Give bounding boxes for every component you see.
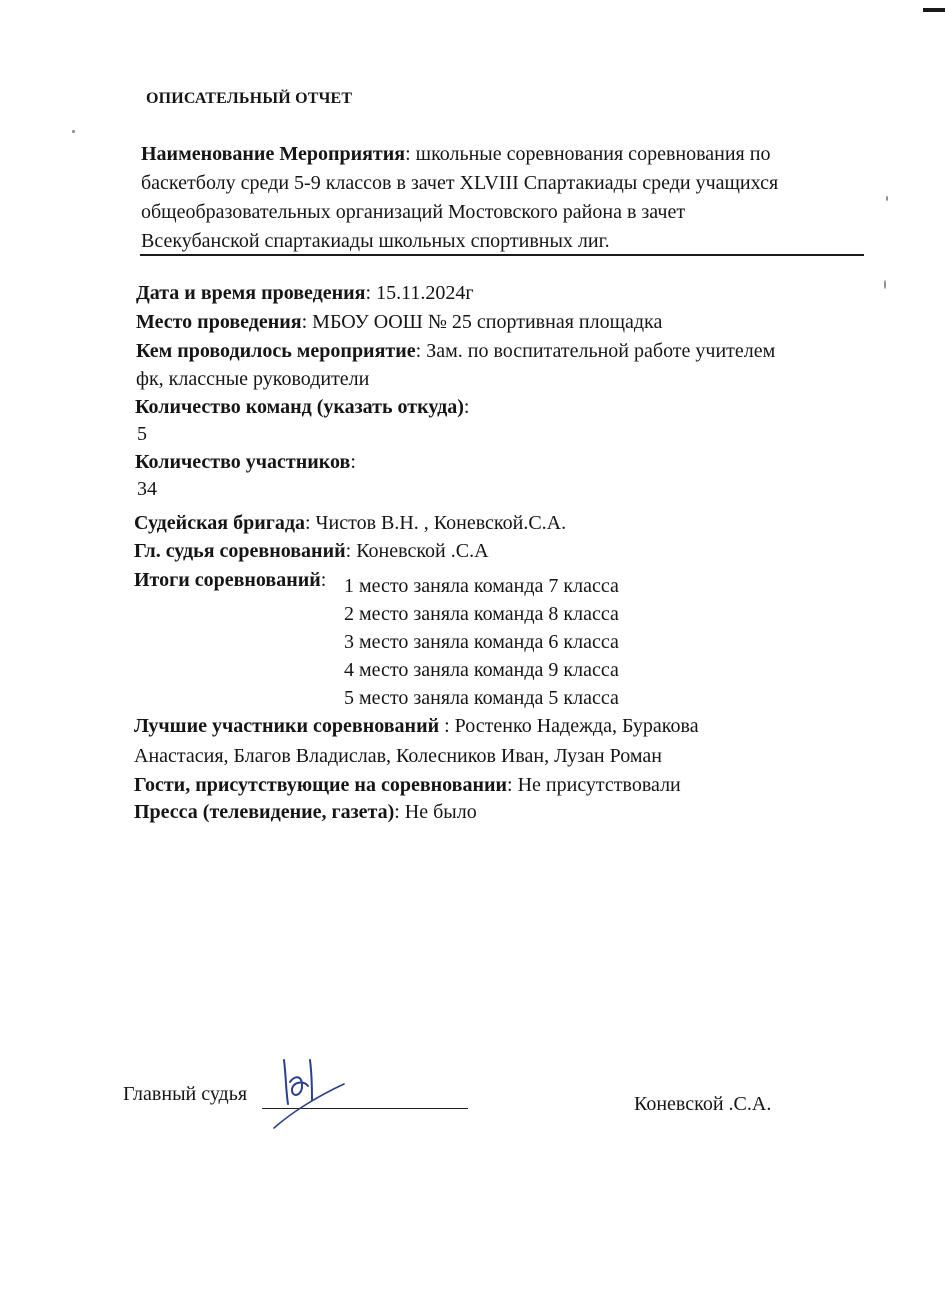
event-name: [141, 140, 841, 256]
chief-judge-value: : Коневской .С.А: [345, 540, 489, 562]
teams-suffix: :: [463, 396, 470, 418]
result-place-2: 2 место заняла команда 8 класса: [344, 603, 619, 625]
best-participants-label: Лучшие участники соревнований: [134, 715, 440, 737]
organizer-row: [136, 340, 775, 363]
results-label: Итоги соревнований: [134, 569, 321, 591]
judges-label: Судейская бригада: [134, 512, 305, 534]
place-row: [136, 311, 662, 334]
handwritten-signature: [262, 1052, 352, 1132]
result-place-5: 5 место заняла команда 5 класса: [344, 687, 619, 709]
guests-row: [134, 774, 681, 797]
result-place-1: 1 место заняла команда 7 класса: [344, 575, 619, 597]
participants-value: 34: [137, 478, 157, 500]
section-divider: [140, 254, 864, 256]
scan-speck: [72, 130, 75, 133]
teams-label: Количество команд (указать откуда): [135, 396, 464, 418]
press-value: : Не было: [394, 801, 477, 823]
press-row: [134, 801, 477, 824]
place-value: : МБОУ ООШ № 25 спортивная площадка: [301, 311, 663, 333]
event-line-1: : школьные соревнования соревнования по: [405, 143, 771, 165]
scan-speck: [886, 196, 888, 201]
guests-value: : Не присутствовали: [507, 774, 681, 796]
organizer-value-line-2: фк, классные руководители: [136, 368, 370, 390]
event-line-4: Всекубанской спартакиады школьных спортивных лиг.: [141, 230, 610, 252]
organizer-label: Кем проводилось мероприятие: [136, 340, 416, 362]
event-line-3: общеобразовательных организаций Мостовского района в зачет: [141, 201, 686, 223]
chief-judge-label: Гл. судья соревнований: [134, 540, 346, 562]
participants-label: Количество участников: [135, 451, 351, 473]
signature-label: Главный судья: [123, 1083, 248, 1105]
teams-row: [135, 396, 469, 419]
teams-value: 5: [137, 423, 147, 445]
event-line-2: баскетболу среди 5-9 классов в зачет XLVIII Спартакиады среди учащихся: [141, 172, 779, 194]
press-label: Пресса (телевидение, газета): [134, 801, 395, 823]
participants-row: [135, 451, 356, 474]
date-row: [136, 282, 474, 305]
place-label: Место проведения: [136, 311, 302, 333]
date-value: : 15.11.2024г: [365, 282, 474, 304]
document-title: ОПИСАТЕЛЬНЫЙ ОТЧЕТ: [146, 90, 353, 107]
result-place-3: 3 место заняла команда 6 класса: [344, 631, 619, 653]
chief-judge-row: [134, 540, 489, 563]
results-heading: [134, 569, 326, 592]
date-label: Дата и время проведения: [136, 282, 366, 304]
event-label: Наименование Мероприятия: [141, 143, 406, 165]
result-place-4: 4 место заняла команда 9 класса: [344, 659, 619, 681]
best-participants-line-2: Анастасия, Благов Владислав, Колесников Иван, Лузан Роман: [134, 745, 662, 767]
best-participants-row: [134, 715, 699, 738]
participants-suffix: :: [350, 451, 356, 473]
scan-edge-mark: [923, 8, 945, 12]
judges-row: [134, 512, 566, 535]
scan-speck: [884, 280, 886, 289]
organizer-value: : Зам. по воспитательной работе учителем: [415, 340, 776, 362]
judges-value: : Чистов В.Н. , Коневской.С.А.: [304, 512, 567, 534]
guests-label: Гости, присутствующие на соревновании: [134, 774, 508, 796]
signature-name: Коневской .С.А.: [634, 1093, 772, 1115]
results-suffix: :: [320, 569, 327, 591]
best-participants-value: : Ростенко Надежда, Буракова: [439, 715, 699, 737]
